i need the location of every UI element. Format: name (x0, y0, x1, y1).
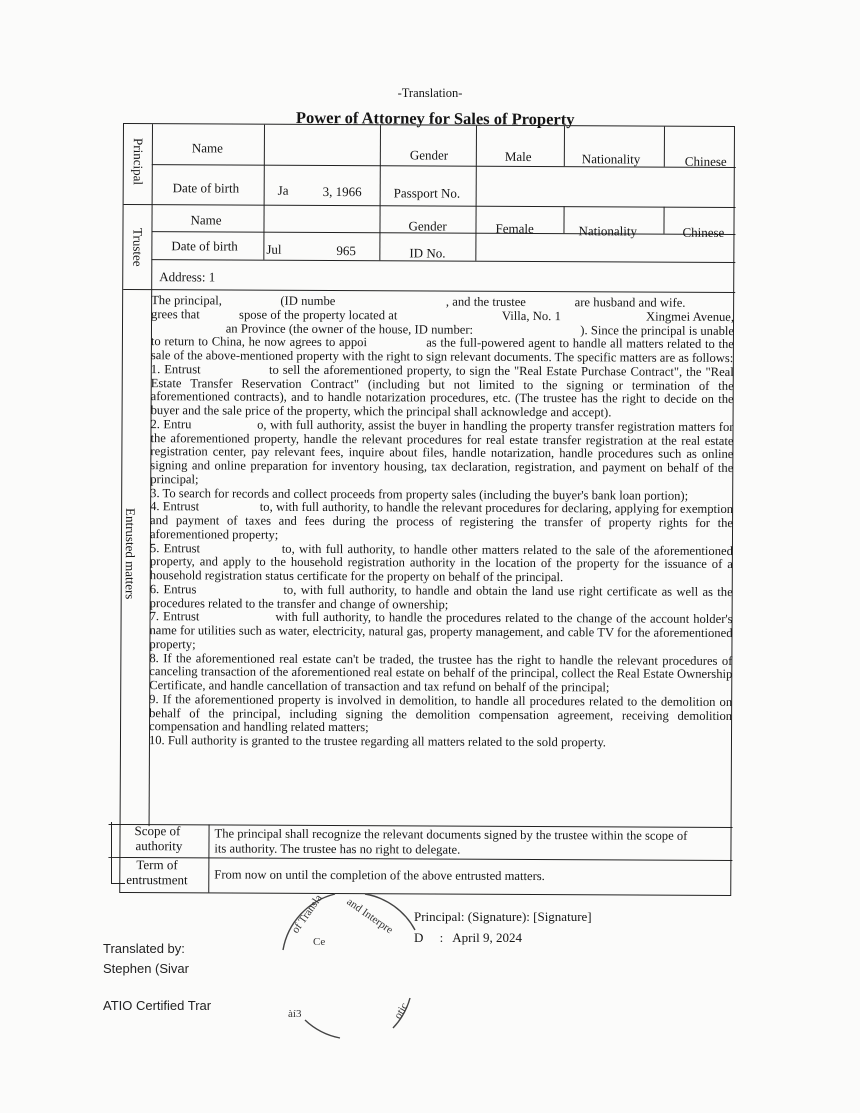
principal-gender-value: Male (504, 148, 532, 164)
trustee-gender-value: Female (495, 220, 534, 237)
trustee-bottom (123, 289, 735, 293)
poa-table (119, 123, 735, 896)
term-text: From now on until the completion of the above entrusted matters. (214, 867, 545, 884)
trustee-address-label: Address: 1 (159, 269, 216, 285)
trustee-col-5 (663, 207, 664, 234)
trustee-col-4 (563, 206, 564, 233)
trustee-dob-value-end: 965 (336, 243, 356, 259)
scope-label-line2: authority (135, 838, 183, 854)
principal-col-3 (476, 126, 477, 166)
seal-text-mid: Ce (313, 936, 326, 948)
seal-text-bottom-right: otic (391, 1000, 411, 1022)
principal-bottom (124, 204, 736, 208)
matters-item-10: 10. Full authority is granted to the trustee regarding all matters related to the sold property. (148, 733, 606, 750)
principal-signature-line: Principal: (Signature): [Signature] (414, 909, 592, 924)
principal-dob-label: Date of birth (172, 180, 240, 196)
translated-by-label: Translated by: (103, 941, 185, 956)
principal-passport-label: Passport No. (393, 185, 461, 201)
principal-dob-value-start: Ja (277, 182, 289, 198)
trustee-id-label: ID No. (409, 245, 446, 261)
principal-gender-label: Gender (409, 147, 449, 163)
principal-col-6 (476, 166, 477, 206)
seal-text-top: of Transla (289, 892, 325, 936)
principal-col-5 (664, 127, 665, 167)
matters-item-5: 5. Entrust to, with full authority, to handle other matters related to the sale of the aforementioned property, and apply to the household registration authority in the location of the property for the issuance of a household registration status certificate for the property on behalf of the principal. (149, 540, 733, 585)
translator-name: Stephen (Sivar (103, 961, 189, 976)
seal-text-right: and Interpre (344, 895, 396, 937)
matters-item-3: 3. To search for records and collect proceeds from property sales (including the buyer's bank loan portion); (150, 485, 689, 503)
scope-text-line2: its authority. The trustee has no right to delegate. (214, 841, 461, 857)
signature-date-line: D : April 9, 2024 (414, 930, 522, 945)
matters-item-6: 6. Entrus to, with full authority, to handle and obtain the land use right certificate as well as the procedures related to the transfer and change of ownership; (149, 581, 733, 612)
translator-certification: ATIO Certified Trar (103, 998, 212, 1013)
matters-item-4: 4. Entrust to, with full authority, to handle the relevant procedures for declaring, applying for exemption and payment of taxes and fees during the process of registering the transfer of property rights for the aforementioned property; (149, 499, 734, 542)
entrusted-matters-text (149, 294, 734, 751)
document-title: Power of Attorney for Sales of Property (295, 108, 575, 129)
trustee-dob-label: Date of birth (171, 238, 238, 254)
matters-item-1: 1. Entrust to sell the aforementioned property, to sign the "Real Estate Purchase Contract", the "Real Estate Transfer Reservation Contract" (including but not limited to the signing or termination of the aforementioned contracts), and to handle notarization procedures, etc. (The trustee has the right to decide on the buyer and the sale price of the property, which the principal shall acknowledge and accept). (150, 361, 734, 420)
trustee-gender-label: Gender (408, 218, 447, 234)
trustee-section-label: Trustee (130, 228, 146, 267)
trustee-nationality-value: Chinese (682, 224, 725, 240)
matters-item-9: 9. If the aforementioned property is involved in demolition, to handle all procedures related to the demolition on behalf of the principal, including signing the demolition compensation agreement, receiving demolition compensation and handling related matters; (149, 691, 733, 735)
trustee-name-label: Name (190, 212, 222, 228)
matters-intro: The principal, (ID numbe , and the trustee are husband and wife. grees that spose of the property located at Villa, No. 1 Xingmei Avenue, an Province (the owner of the house, ID number: ). Since the principal is unable to return to China, he now agrees to appoi as the full-powered agent to handle all matters related to the sale of the above-mentioned property with the right to sign relevant documents. The specific matters are as follows: (150, 293, 735, 365)
trustee-dob-value-start: Jul (266, 241, 282, 257)
seal-text-bottom-left: àí3 (288, 1008, 302, 1020)
matters-section-label: Entrusted matters (122, 508, 139, 600)
term-label-line1: Term of (136, 857, 178, 873)
principal-nationality-label: Nationality (581, 151, 641, 167)
matters-item-2: 2. Entru o, with full authority, assist the buyer in handling the property transfer registration matters for the aforementioned property, handle the relevant procedures for real estate transfer registration at the real estate registration center, pay relevant fees, inquire about files, handle notarization, handle procedures such as online signing and online preparation for inventory housing, tax declaration, registration, and payment on behalf of the principal; (150, 416, 734, 487)
principal-row-divider (152, 164, 736, 168)
term-top (108, 857, 732, 861)
scope-label-line1: Scope of (134, 823, 181, 839)
matters-item-8: 8. If the aforementioned real estate can't be traded, the trustee has the right to handle the relevant procedures of canceling transaction of the aforementioned real estate on behalf of the principal, collect the Real Estate Ownership Certificate, and handle cancellation of transaction and tax refund on behalf of the principal; (149, 650, 733, 695)
principal-col-4 (564, 126, 565, 166)
bottom-rows-left-border (111, 822, 112, 884)
principal-name-label: Name (191, 140, 223, 156)
bottom-rows-bottom-border (111, 883, 125, 884)
trustee-nationality-label: Nationality (578, 223, 638, 239)
principal-dob-value-end: 3, 1966 (322, 183, 362, 200)
translation-header-note: -Translation- (397, 86, 463, 100)
scope-text-line1: The principal shall recognize the relevant documents signed by the trustee within the scope of (214, 826, 688, 843)
translation-seal (265, 880, 435, 1050)
principal-nationality-value: Chinese (684, 153, 727, 169)
term-label-line2: entrustment (126, 872, 188, 888)
matters-item-7: 7. Entrust with full authority, to handle the procedures related to the change of the account holder's name for utilities such as water, electricity, natural gas, property management, and cable TV for the aforementioned property; (149, 609, 733, 652)
principal-section-label: Principal (130, 138, 146, 186)
